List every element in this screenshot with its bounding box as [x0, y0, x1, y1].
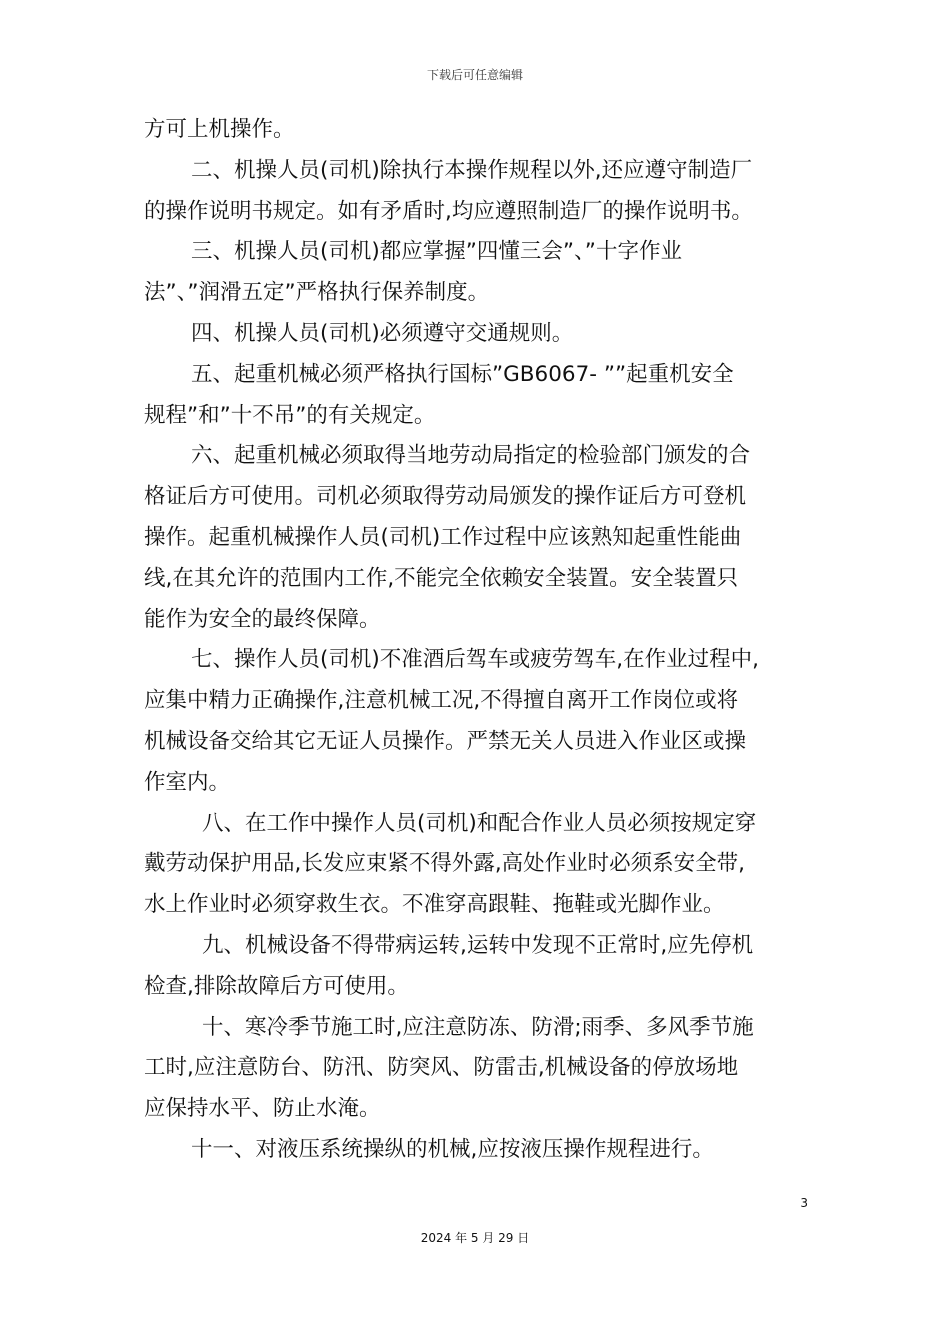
text-line: 能作为安全的最终保障。 — [144, 606, 381, 632]
paragraph-9-line: 九、机械设备不得带病运转,运转中发现不正常时,应先停机 — [202, 932, 754, 958]
text-line: 应保持水平、防止水淹。 — [144, 1096, 381, 1122]
text-line: 法”、”润滑五定”严格执行保养制度。 — [144, 280, 490, 306]
text-line: 方可上机操作。 — [144, 117, 295, 142]
text-line: 操作。起重机械操作人员(司机)工作过程中应该熟知起重性能曲 — [144, 524, 742, 550]
text-line: 的操作说明书规定。如有矛盾时,均应遵照制造厂的操作说明书。 — [144, 198, 753, 224]
paragraph-5-line: 五、起重机械必须严格执行国标”GB6067- ””起重机安全 — [191, 361, 734, 387]
paragraph-10-line: 十、寒冷季节施工时,应注意防冻、防滑;雨季、多风季节施 — [202, 1014, 754, 1040]
paragraph-4-line: 四、机操人员(司机)必须遵守交通规则。 — [191, 320, 574, 346]
document-body — [144, 110, 808, 1171]
text-line: 戴劳动保护用品,长发应束紧不得外露,高处作业时必须系安全带, — [144, 851, 746, 877]
text-line: 水上作业时必须穿救生衣。不准穿高跟鞋、拖鞋或光脚作业。 — [144, 892, 725, 918]
paragraph-7-line: 七、操作人员(司机)不准酒后驾车或疲劳驾车,在作业过程中, — [191, 647, 759, 673]
paragraph-3-line: 三、机操人员(司机)都应掌握”四懂三会”、”十字作业 — [191, 239, 682, 265]
text-line: 检查,排除故障后方可使用。 — [144, 973, 409, 999]
paragraph-6-line: 六、起重机械必须取得当地劳动局指定的检验部门颁发的合 — [191, 443, 751, 469]
text-line: 工时,应注意防台、防汛、防突风、防雷击,机械设备的停放场地 — [144, 1055, 739, 1081]
footer-date: 2024 年 5 月 29 日 — [420, 1231, 530, 1245]
text-line: 规程”和”十不吊”的有关规定。 — [144, 402, 436, 428]
text-line: 格证后方可使用。司机必须取得劳动局颁发的操作证后方可登机 — [144, 484, 747, 510]
paragraph-11-line: 十一、对液压系统操纵的机械,应按液压操作规程进行。 — [191, 1136, 714, 1162]
text-line: 应集中精力正确操作,注意机械工况,不得擅自离开工作岗位或将 — [144, 688, 739, 714]
text-line: 机械设备交给其它无证人员操作。严禁无关人员进入作业区或操 — [144, 728, 747, 754]
text-line: 作室内。 — [144, 769, 231, 795]
page-number: 3 — [800, 1196, 808, 1210]
text-line: 线,在其允许的范围内工作,不能完全依赖安全装置。安全装置只 — [144, 565, 739, 591]
paragraph-8-line: 八、在工作中操作人员(司机)和配合作业人员必须按规定穿 — [202, 810, 757, 836]
paragraph-2-line: 二、机操人员(司机)除执行本操作规程以外,还应遵守制造厂 — [191, 157, 753, 183]
page-header-note: 下载后可任意编辑 — [426, 68, 523, 82]
